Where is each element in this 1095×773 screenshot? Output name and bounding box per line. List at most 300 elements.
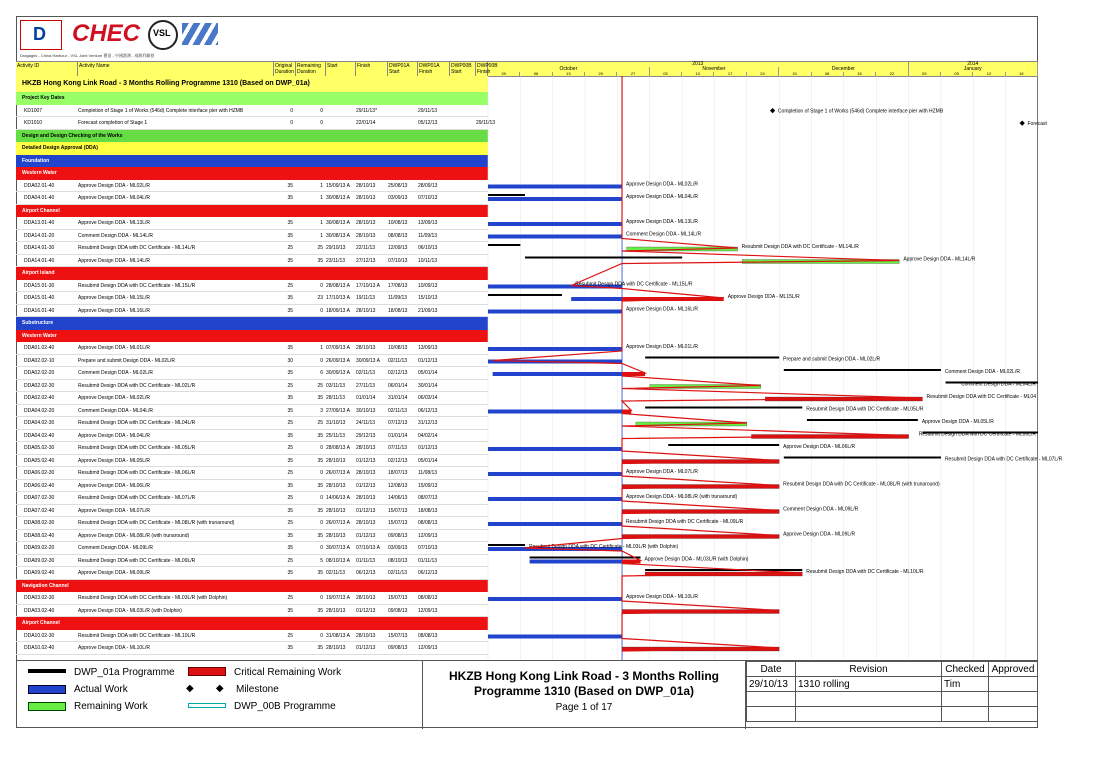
cell-od: 35 bbox=[287, 395, 293, 401]
cell-rd: 1 bbox=[320, 195, 323, 201]
footer bbox=[16, 660, 1038, 729]
cell-df: 01/12/13 bbox=[418, 357, 438, 364]
cell-f: 01/12/13 bbox=[356, 607, 376, 614]
cell-df: 07/10/13 bbox=[418, 195, 438, 201]
gantt-label: Forecast bbox=[1027, 121, 1047, 127]
cell-id: DDA04.02-40 bbox=[24, 432, 55, 439]
page-number: Page 1 of 17 bbox=[555, 702, 613, 713]
legend-critical-swatch bbox=[188, 667, 226, 676]
gantt-label: Resubmit Design DDA with DC Certificate - ML06L/R bbox=[918, 431, 1036, 438]
cell-od: 25 bbox=[287, 470, 293, 476]
cell-f: 30/09/13 A bbox=[356, 357, 380, 364]
footer-title-box bbox=[422, 661, 746, 729]
cell-rd: 0 bbox=[320, 445, 323, 451]
cell-od: 25 bbox=[287, 282, 293, 289]
dwp-bar bbox=[645, 357, 779, 359]
cell-id: DDA14.01-20 bbox=[24, 232, 55, 239]
cell-rd: 0 bbox=[320, 307, 323, 314]
timeline-month: November bbox=[650, 67, 779, 72]
cell-od: 25 bbox=[287, 632, 293, 639]
cell-df: 01/11/13 bbox=[418, 557, 438, 564]
timeline-week: 05 bbox=[941, 72, 973, 76]
cell-ds: 18/07/13 bbox=[388, 470, 408, 476]
cell-f: 01/12/13 bbox=[356, 482, 376, 489]
cell-f: 17/10/13 A bbox=[356, 282, 380, 289]
cell-id: DDA08.02-30 bbox=[24, 520, 55, 526]
cell-id: DDA09.02-20 bbox=[24, 545, 55, 551]
cell-s: 30/07/13 A bbox=[326, 545, 350, 551]
wbs-band: Airport Channel bbox=[16, 617, 488, 630]
cell-df: 12/09/13 bbox=[418, 645, 438, 651]
cell-ds: 03/09/13 bbox=[388, 195, 408, 201]
activity-row[interactable] bbox=[16, 342, 488, 355]
cell-id: DDA05.02-30 bbox=[24, 445, 55, 451]
cell-s: 28/10/13 bbox=[326, 607, 346, 614]
cell-ds: 06/01/14 bbox=[388, 382, 408, 389]
gantt-label: Resubmit Design DDA with DC Certificate - ML08L/R (with trunaround) bbox=[783, 481, 940, 488]
cell-od: 25 bbox=[287, 245, 293, 251]
cell-df: 06/12/13 bbox=[418, 407, 438, 414]
cell-rd: 0 bbox=[320, 107, 323, 114]
activity-row[interactable] bbox=[16, 530, 488, 543]
timeline-month: December bbox=[779, 67, 908, 72]
cell-rd: 35 bbox=[317, 257, 323, 264]
gantt-label: Comment Design DDA - ML04L/R bbox=[960, 381, 1036, 388]
cell-id: DDA06.02-30 bbox=[24, 470, 55, 476]
dwp-bar bbox=[784, 369, 941, 371]
activity-row[interactable] bbox=[16, 117, 496, 130]
cell-df: 30/01/14 bbox=[418, 382, 438, 389]
cell-f: 28/10/13 bbox=[356, 595, 376, 601]
rev-revision: 1310 rolling bbox=[796, 677, 942, 692]
cell-df: 08/07/13 bbox=[418, 495, 438, 501]
timeline-week: 08 bbox=[812, 72, 844, 76]
timeline-week: 15 bbox=[844, 72, 876, 76]
timeline-week: 29 bbox=[488, 72, 520, 76]
activity-row[interactable] bbox=[16, 542, 488, 555]
cell-rd: 1 bbox=[320, 220, 323, 226]
actual-bar bbox=[488, 310, 622, 314]
activity-row[interactable] bbox=[16, 305, 488, 318]
activity-row[interactable] bbox=[16, 492, 488, 505]
rev-header-approved: Approved bbox=[989, 662, 1038, 677]
cell-id: DDA14.01-30 bbox=[24, 245, 55, 251]
cell-ds: 08/10/13 bbox=[388, 557, 408, 564]
activity-row[interactable] bbox=[16, 505, 488, 518]
cell-od: 25 bbox=[287, 557, 293, 564]
cell-f: 06/12/13 bbox=[356, 570, 376, 576]
cell-name: Approve Design DDA - ML02L/R bbox=[78, 395, 150, 401]
cell-ds: 07/12/13 bbox=[388, 420, 408, 426]
activity-row[interactable] bbox=[16, 567, 488, 580]
logo-chec-text: CHEC bbox=[72, 20, 141, 47]
cell-s: 28/10/13 bbox=[326, 507, 346, 514]
cell-id: DDA04.02-30 bbox=[24, 420, 55, 426]
cell-s: 28/08/13 A bbox=[326, 282, 350, 289]
cell-f: 01/11/13 bbox=[356, 557, 376, 564]
cell-s: 25/11/13 bbox=[326, 432, 346, 439]
cell-id: KD1010 bbox=[24, 120, 43, 126]
cell-id: DDA02.01-40 bbox=[24, 182, 55, 189]
gantt-label: Resubmit Design DDA with DC Certificate - ML15L/R bbox=[575, 281, 693, 288]
cell-s: 30/08/13 A bbox=[326, 220, 350, 226]
cell-f: 29/11/13* bbox=[356, 107, 378, 114]
milestone-icon: ◆ ◆ bbox=[186, 683, 224, 694]
timeline-header bbox=[488, 62, 1038, 76]
rev-checked: Tim bbox=[942, 677, 989, 692]
cell-ds: 01/01/14 bbox=[388, 432, 408, 439]
timeline-week: 27 bbox=[617, 72, 649, 76]
cell-id: DDA06.02-40 bbox=[24, 482, 55, 489]
cell-f: 24/11/13 bbox=[356, 420, 376, 426]
timeline-week: 24 bbox=[747, 72, 779, 76]
cell-od: 35 bbox=[287, 507, 293, 514]
cell-id: DDA15.01-30 bbox=[24, 282, 55, 289]
cell-df: 13/09/13 bbox=[418, 220, 438, 226]
cell-f: 28/10/13 bbox=[356, 220, 376, 226]
cell-id: DDA09.02-40 bbox=[24, 570, 55, 576]
cell-name: Approve Design DDA - ML15L/R bbox=[78, 295, 150, 301]
cell-rd: 1 bbox=[320, 232, 323, 239]
gantt-label: Resubmit Design DDA with DC Certificate - ML07L/R bbox=[944, 456, 1063, 463]
cell-rd: 35 bbox=[317, 432, 323, 439]
gantt-label: Approve Design DDA - ML03L/R (with Dolphin) bbox=[644, 556, 749, 563]
cell-df: 31/12/13 bbox=[418, 420, 438, 426]
wbs-band: Substructure bbox=[16, 317, 488, 330]
cell-rd: 35 bbox=[317, 645, 323, 651]
activity-row[interactable] bbox=[16, 442, 488, 455]
gantt-chart bbox=[488, 76, 1063, 660]
cell-od: 35 bbox=[287, 457, 293, 464]
cell-ds: 17/08/13 bbox=[388, 282, 408, 289]
cell-name: Comment Design DDA - ML14L/R bbox=[78, 232, 154, 239]
legend-dwp00b-swatch bbox=[188, 703, 226, 708]
cell-od: 25 bbox=[287, 382, 293, 389]
rev-date: 29/10/13 bbox=[747, 677, 796, 692]
timeline-year: 2013 bbox=[488, 62, 909, 67]
cell-name: Resubmit Design DDA with DC Certificate - ML09L/R bbox=[78, 557, 196, 564]
activity-row[interactable] bbox=[16, 555, 488, 568]
cell-id: DDA02.02-30 bbox=[24, 382, 55, 389]
activity-row[interactable] bbox=[16, 105, 488, 118]
cell-rd: 0 bbox=[320, 545, 323, 551]
cell-df: 15/09/13 bbox=[418, 482, 438, 489]
rev-header-checked: Checked bbox=[942, 662, 989, 677]
cell-name: Approve Design DDA - ML07L/R bbox=[78, 507, 150, 514]
activity-row[interactable] bbox=[16, 430, 488, 443]
cell-od: 35 bbox=[287, 482, 293, 489]
cell-name: Resubmit Design DDA with DC Certificate - ML06L/R bbox=[78, 470, 196, 476]
cell-od: 35 bbox=[287, 607, 293, 614]
cell-f: 01/12/13 bbox=[356, 645, 376, 651]
activity-row[interactable] bbox=[16, 417, 488, 430]
gantt-label: Comment Design DDA - ML14L/R bbox=[626, 231, 702, 238]
cell-rd: 0 bbox=[320, 520, 323, 526]
cell-df: 06/03/14 bbox=[418, 395, 438, 401]
cell-name: Approve Design DDA - ML01L/R bbox=[78, 345, 150, 351]
activity-row[interactable] bbox=[16, 192, 488, 205]
cell-id: KD1007 bbox=[24, 107, 43, 114]
cell-df: 08/08/13 bbox=[418, 632, 438, 639]
cell-id: DDA07.02-30 bbox=[24, 495, 55, 501]
actual-bar bbox=[571, 297, 622, 301]
cell-name: Prepare and submit Design DDA - ML02L/R bbox=[78, 357, 175, 364]
activity-row[interactable] bbox=[16, 355, 488, 368]
legend-dwp01a-swatch bbox=[28, 669, 66, 673]
dwp-bar bbox=[645, 407, 802, 409]
activity-row[interactable] bbox=[16, 230, 488, 243]
cell-od: 35 bbox=[287, 307, 293, 314]
timeline-week: 03 bbox=[650, 72, 682, 76]
activity-row[interactable] bbox=[16, 392, 488, 405]
timeline-week: 10 bbox=[682, 72, 714, 76]
activity-row[interactable] bbox=[16, 280, 488, 293]
cell-f: 27/11/13 bbox=[356, 382, 376, 389]
timeline-month: January bbox=[909, 67, 1038, 72]
cell-name: Comment Design DDA - ML04L/R bbox=[78, 407, 154, 414]
wbs-band: Navigation Channel bbox=[16, 580, 488, 593]
milestone-icon: ◆ bbox=[1019, 120, 1025, 127]
cell-s: 26/09/13 A bbox=[326, 357, 350, 364]
joint-venture-text: Dragages - China Harbour - VSL Joint Venture 寶嘉 - 中國港灣 - 威勝利聯營 bbox=[20, 53, 155, 58]
timeline-year: 2014 bbox=[909, 62, 1038, 67]
legend-actual-swatch bbox=[28, 685, 66, 694]
cell-f: 28/10/13 bbox=[356, 232, 376, 239]
cell-name: Approve Design DDA - ML05L/R bbox=[78, 457, 150, 464]
cell-rd: 25 bbox=[317, 382, 323, 389]
cell-rd: 0 bbox=[320, 495, 323, 501]
cell-name: Completion of Stage 1 of Works (546d) Complete interface pier with HZMB bbox=[78, 107, 244, 114]
dwp-bar bbox=[488, 194, 525, 196]
gantt-label: Comment Design DDA - ML02L/R bbox=[944, 369, 1020, 375]
cell-ds: 02/12/13 bbox=[388, 457, 408, 464]
col-finish: Finish bbox=[356, 62, 388, 76]
cell-s: 28/08/13 A bbox=[326, 445, 350, 451]
col-start: Start bbox=[326, 62, 356, 76]
timeline-week: 13 bbox=[553, 72, 585, 76]
cell-ds: 18/08/13 bbox=[388, 307, 408, 314]
cell-df: 28/09/13 bbox=[418, 182, 438, 189]
cell-f: 28/10/13 bbox=[356, 470, 376, 476]
cell-df: 11/08/13 bbox=[418, 470, 438, 476]
cell-od: 35 bbox=[287, 545, 293, 551]
actual-bar bbox=[488, 497, 622, 501]
col-dwp00b-start: DWP00B Start bbox=[450, 62, 476, 76]
cell-f: 22/11/13 bbox=[356, 245, 376, 251]
cell-s: 14/06/13 A bbox=[326, 495, 350, 501]
activity-table bbox=[16, 76, 496, 655]
cell-name: Approve Design DDA - ML10L/R bbox=[78, 645, 150, 651]
gantt-label: Completion of Stage 1 of Works (546d) Complete interface pier with HZMB bbox=[777, 108, 944, 115]
cell-f: 01/12/13 bbox=[356, 457, 376, 464]
cell-df: 10/11/13 bbox=[418, 257, 438, 264]
dwp-bar bbox=[488, 544, 525, 546]
cell-ds: 09/08/13 bbox=[388, 532, 408, 539]
col-dwp00b-finish: DWP00B Finish bbox=[477, 63, 498, 75]
cell-df: 11/09/13 bbox=[418, 232, 438, 239]
chec-logo bbox=[72, 20, 142, 48]
cell-ds: 12/08/13 bbox=[388, 482, 408, 489]
wbs-band: Design and Design Checking of the Works bbox=[16, 130, 488, 143]
activity-row[interactable] bbox=[16, 242, 488, 255]
activity-row[interactable] bbox=[16, 405, 488, 418]
cell-name: Resubmit Design DDA with DC Certificate - ML07L/R bbox=[78, 495, 196, 501]
activity-row[interactable] bbox=[16, 630, 488, 643]
timeline-week: 06 bbox=[520, 72, 552, 76]
cell-ds: 25/08/13 bbox=[388, 182, 408, 189]
cell-f: 28/10/13 bbox=[356, 345, 376, 351]
timeline-month: October bbox=[488, 67, 650, 72]
cell-name: Forecast completion of Stage 1 bbox=[78, 120, 148, 126]
gantt-label: Resubmit Design DDA with DC Certificate - ML04 bbox=[926, 394, 1036, 400]
cell-rd: 0 bbox=[320, 595, 323, 601]
programme-title: HKZB Hong Kong Link Road - 3 Months Rolling Programme 1310 (Based on DWP_01a) bbox=[16, 76, 488, 92]
cell-id: DDA14.01-40 bbox=[24, 257, 55, 264]
legend-dwp01a: DWP_01a Programme bbox=[74, 667, 175, 678]
cell-s: 26/07/13 A bbox=[326, 470, 350, 476]
cell-od: 25 bbox=[287, 595, 293, 601]
col-activity-id: Activity ID bbox=[16, 62, 78, 76]
actual-bar bbox=[488, 472, 622, 476]
timeline-week: 20 bbox=[585, 72, 617, 76]
activity-row[interactable] bbox=[16, 180, 488, 193]
activity-row[interactable] bbox=[16, 642, 488, 655]
gantt-label: Approve Design DDA - ML16L/R bbox=[626, 306, 699, 313]
cell-id: DDA02.02-40 bbox=[24, 395, 55, 401]
cell-df: 05/12/13 bbox=[418, 120, 438, 126]
cell-df: 18/08/13 bbox=[418, 507, 438, 514]
logo-d-text: D bbox=[33, 24, 46, 44]
actual-bar bbox=[488, 635, 622, 639]
gantt-label: Prepare and submit Design DDA - ML02L/R bbox=[783, 356, 881, 363]
cell-ds: 02/11/13 bbox=[388, 570, 408, 576]
cell-rd: 1 bbox=[320, 345, 323, 351]
cell-s: 30/09/13 A bbox=[326, 370, 350, 376]
cell-od: 25 bbox=[287, 445, 293, 451]
cell-s: 28/10/13 bbox=[326, 457, 346, 464]
cell-s: 28/10/13 bbox=[326, 532, 346, 539]
cell-name: Approve Design DDA - ML02L/R bbox=[78, 182, 150, 189]
cell-df: 12/09/13 bbox=[418, 532, 438, 539]
cell-f: 01/12/13 bbox=[356, 507, 376, 514]
dwp-bar bbox=[525, 257, 682, 259]
column-header-row bbox=[16, 61, 1038, 77]
cell-name: Approve Design DDA - ML14L/R bbox=[78, 257, 150, 264]
cell-ds: 15/07/13 bbox=[388, 595, 408, 601]
cell-f: 28/10/13 bbox=[356, 307, 376, 314]
gantt-label: Approve Design DDA - ML02L/R bbox=[626, 181, 699, 188]
cell-df: 15/10/13 bbox=[418, 295, 438, 301]
timeline-week: 12 bbox=[973, 72, 1005, 76]
activity-row[interactable] bbox=[16, 467, 488, 480]
gantt-label: Approve Design DDA - ML01L/R bbox=[626, 344, 699, 350]
cell-rd: 35 bbox=[317, 507, 323, 514]
gantt-label: Approve Design DDA - ML13L/R bbox=[626, 219, 699, 225]
gantt-label: Resubmit Design DDA with DC Certificate - ML14L/R bbox=[741, 244, 859, 250]
cell-df: 13/09/13 bbox=[418, 345, 438, 351]
cell-name: Approve Design DDA - ML04L/R bbox=[78, 432, 150, 439]
cell-rd: 23 bbox=[317, 295, 323, 301]
legend-remaining: Remaining Work bbox=[74, 701, 148, 712]
activity-row[interactable] bbox=[16, 517, 488, 530]
cell-s: 02/11/13 bbox=[326, 570, 346, 576]
cell-ds: 14/06/13 bbox=[388, 495, 408, 501]
cell-ds: 07/11/13 bbox=[388, 445, 408, 451]
activity-row[interactable] bbox=[16, 380, 488, 393]
cell-f: 29/12/13 bbox=[356, 432, 376, 439]
activity-row[interactable] bbox=[16, 455, 488, 468]
cell-f: 28/10/13 bbox=[356, 495, 376, 501]
cell-od: 25 bbox=[287, 520, 293, 526]
cell-od: 35 bbox=[287, 532, 293, 539]
dwp-bar bbox=[807, 419, 918, 421]
cell-name: Comment Design DDA - ML02L/R bbox=[78, 370, 154, 376]
cell-rd: 0 bbox=[320, 357, 323, 364]
cell-f: 01/12/13 bbox=[356, 532, 376, 539]
activity-row[interactable] bbox=[16, 480, 488, 493]
gantt-label: Resubmit Design DDA with DC Certificate - ML09L/R bbox=[626, 519, 744, 525]
activity-row[interactable] bbox=[16, 292, 488, 305]
activity-row[interactable] bbox=[16, 255, 488, 268]
cell-od: 35 bbox=[287, 232, 293, 239]
cell-id: DDA04.02-20 bbox=[24, 407, 55, 414]
cell-rd: 6 bbox=[320, 370, 323, 376]
cell-df: 05/01/14 bbox=[418, 457, 438, 464]
timeline-week: 01 bbox=[779, 72, 811, 76]
cell-ds: 02/11/13 bbox=[388, 357, 408, 364]
cell-s: 26/07/13 A bbox=[326, 520, 350, 526]
cell-name: Resubmit Design DDA with DC Certificate - ML10L/R bbox=[78, 632, 196, 639]
cell-f: 27/12/13 bbox=[356, 257, 376, 264]
cell-df: 10/09/13 bbox=[418, 282, 438, 289]
gantt-label: Comment Design DDA - ML09L/R bbox=[783, 506, 859, 513]
cell-s: 07/09/13 A bbox=[326, 345, 350, 351]
activity-row[interactable] bbox=[16, 592, 488, 605]
cell-df: 04/02/14 bbox=[418, 432, 438, 439]
cell-s: 31/08/13 A bbox=[326, 632, 350, 639]
activity-row[interactable] bbox=[16, 605, 488, 618]
cell-ds: 07/10/13 bbox=[388, 257, 408, 264]
cell-rd: 35 bbox=[317, 607, 323, 614]
actual-bar bbox=[493, 372, 622, 376]
cell-od: 35 bbox=[287, 195, 293, 201]
cell-id: DDA10.02-40 bbox=[24, 645, 55, 651]
cell-s: 31/10/13 bbox=[326, 420, 346, 426]
cell-od: 35 bbox=[287, 570, 293, 576]
cell-rd: 35 bbox=[317, 395, 323, 401]
cell-id: DDA16.01-40 bbox=[24, 307, 55, 314]
cell-rd: 3 bbox=[320, 407, 323, 414]
activity-row[interactable] bbox=[16, 367, 488, 380]
wbs-band: Airport Island bbox=[16, 267, 488, 280]
cell-id: DDA02.02-10 bbox=[24, 357, 55, 364]
cell-rd: 25 bbox=[317, 245, 323, 251]
cell-ds: 11/09/13 bbox=[388, 295, 408, 301]
gantt-label: Approve Design DDA - ML04L/R bbox=[626, 194, 699, 200]
cell-s: 30/08/13 A bbox=[326, 232, 350, 239]
cell-s: 28/10/13 bbox=[326, 482, 346, 489]
actual-bar bbox=[488, 197, 622, 201]
activity-row[interactable] bbox=[16, 217, 488, 230]
cell-ds: 10/08/13 bbox=[388, 345, 408, 351]
cell-s: 28/11/13 bbox=[326, 395, 346, 401]
cell-rd: 35 bbox=[317, 482, 323, 489]
cell-ds: 12/09/13 bbox=[388, 245, 408, 251]
wbs-band: Detailed Design Approval (DDA) bbox=[16, 142, 488, 155]
cell-df: 08/08/13 bbox=[418, 595, 438, 601]
actual-bar bbox=[488, 185, 622, 189]
cell-f: 28/10/13 bbox=[356, 195, 376, 201]
